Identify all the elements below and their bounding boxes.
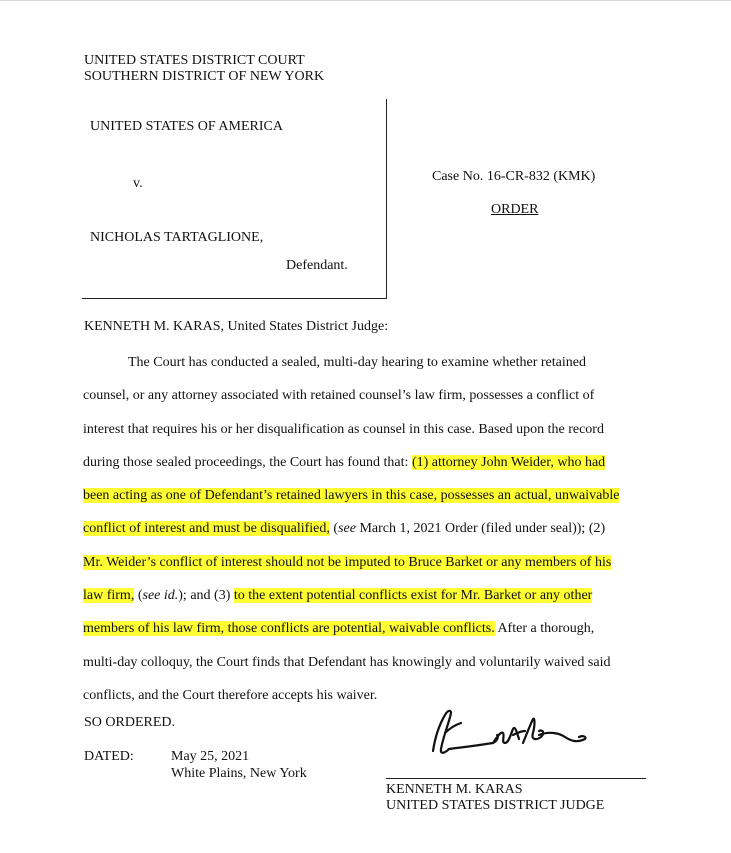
body-text-segment: during those sealed proceedings, the Court has found that: — [83, 454, 412, 470]
highlighted-text: been acting as one of Defendant’s retained lawyers in this case, possesses an actual, unwaivable — [83, 488, 620, 504]
caption-plaintiff: UNITED STATES OF AMERICA — [90, 119, 283, 134]
court-name: UNITED STATES DISTRICT COURT — [84, 53, 305, 68]
body-text-segment: ( — [329, 521, 339, 537]
judge-name: KENNETH M. KARAS — [386, 782, 523, 797]
body-text-segment: ); and (3) — [178, 588, 234, 604]
judge-title: UNITED STATES DISTRICT JUDGE — [386, 798, 605, 813]
citation-signal: see — [338, 521, 356, 537]
highlighted-text: (1) attorney John Weider, who had — [411, 454, 606, 470]
order-body — [83, 346, 643, 712]
highlighted-text: Mr. Weider’s conflict of interest should not be imputed to Bruce Barket or any members of his — [83, 554, 612, 570]
citation-signal: see id. — [142, 588, 179, 604]
body-text-segment: ( — [134, 588, 143, 604]
dated-label: DATED: — [84, 749, 134, 764]
document-type: ORDER — [491, 202, 539, 217]
highlighted-text: members of his law firm, those conflicts are potential, waivable conflicts. — [83, 621, 495, 637]
body-line — [83, 512, 643, 545]
page-top-edge — [0, 0, 731, 1]
body-line: conflicts, and the Court therefore accepts his waiver. — [83, 687, 378, 703]
highlighted-text: conflict of interest and must be disqualified, — [83, 521, 330, 537]
highlighted-text: law firm, — [83, 588, 135, 604]
signature-line — [386, 778, 646, 779]
caption-versus: v. — [133, 176, 143, 191]
body-line: interest that requires his or her disqualification as counsel in this case. Based upon the record — [83, 421, 604, 437]
body-line: The Court has conducted a sealed, multi-day hearing to examine whether retained — [128, 355, 586, 370]
body-line — [83, 479, 643, 512]
court-district: SOUTHERN DISTRICT OF NEW YORK — [84, 69, 325, 84]
body-text-segment: March 1, 2021 Order (filed under seal)); (2) — [355, 521, 606, 537]
body-line — [83, 579, 643, 612]
so-ordered: SO ORDERED. — [84, 715, 176, 730]
judge-intro: KENNETH M. KARAS, United States District Judge: — [84, 319, 389, 334]
caption-defendant-role: Defendant. — [286, 258, 348, 273]
caption-defendant-name: NICHOLAS TARTAGLIONE, — [90, 230, 264, 245]
dated-place: White Plains, New York — [171, 766, 307, 781]
body-line — [83, 612, 643, 645]
judge-signature — [425, 703, 595, 773]
body-line: multi-day colloquy, the Court finds that Defendant has knowingly and voluntarily waived said — [83, 654, 611, 670]
body-line — [83, 446, 643, 479]
body-text-segment: After a thorough, — [494, 621, 595, 637]
dated-date: May 25, 2021 — [171, 749, 250, 764]
highlighted-text: to the extent potential conflicts exist for Mr. Barket or any other — [233, 588, 593, 604]
body-line — [83, 546, 643, 579]
case-number: Case No. 16-CR-832 (KMK) — [432, 169, 596, 184]
body-line: counsel, or any attorney associated with retained counsel’s law firm, possesses a conflict of — [83, 388, 595, 404]
